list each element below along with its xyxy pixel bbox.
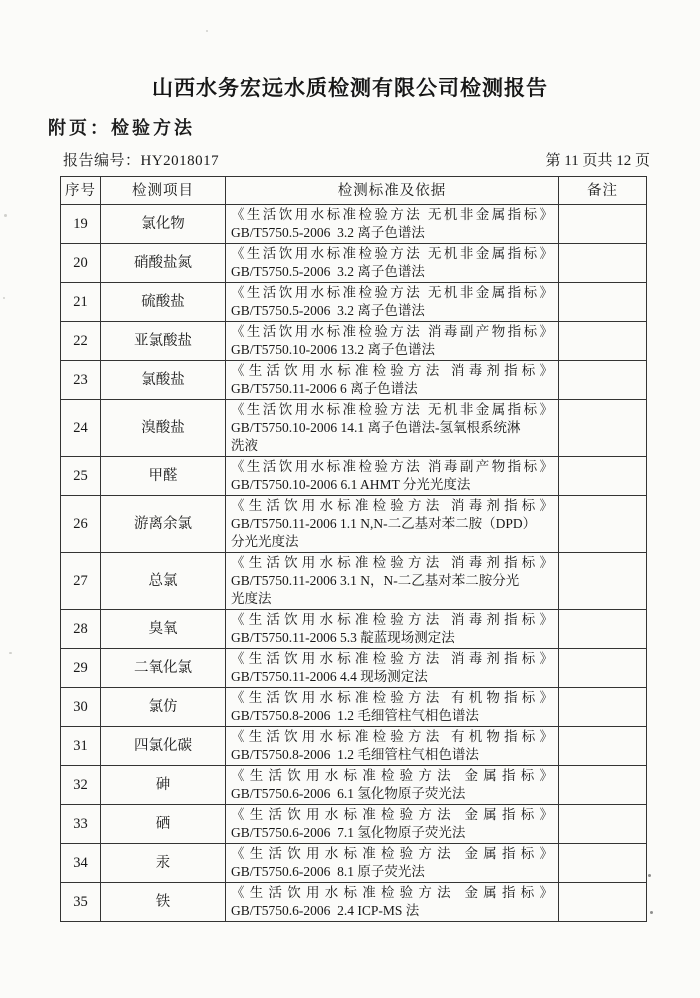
standard-line: GB/T5750.8-2006 1.2 毛细管柱气相色谱法 [231,708,479,723]
report-number-value: HY2018017 [140,153,220,169]
row-remark [559,766,647,805]
row-standard [226,283,559,322]
row-standard [226,244,559,283]
standard-line: 《生活饮用水标准检验方法 有机物指标》 [231,729,553,744]
row-standard [226,205,559,244]
standard-line: 光度法 [231,591,272,606]
row-standard [226,805,559,844]
standard-line: 《生活饮用水标准检验方法 消毒剂指标》 [231,555,553,570]
table-row [61,688,647,727]
standard-line: GB/T5750.11-2006 3.1 N，N-二乙基对苯二胺分光 [231,573,520,588]
header-remark: 备注 [559,177,647,205]
row-standard [226,553,559,610]
standard-line: GB/T5750.11-2006 5.3 靛蓝现场测定法 [231,630,455,645]
methods-table [60,176,647,922]
table-row [61,727,647,766]
table-row [61,283,647,322]
row-remark [559,244,647,283]
standard-line: 分光光度法 [231,534,299,549]
row-standard [226,727,559,766]
row-remark [559,844,647,883]
table-row [61,553,647,610]
row-remark [559,649,647,688]
row-item: 二氧化氯 [101,649,226,688]
scan-speck [650,911,653,914]
row-seq: 24 [61,400,101,457]
table-row [61,610,647,649]
standard-line: GB/T5750.10-2006 13.2 离子色谱法 [231,342,435,357]
row-standard [226,883,559,922]
standard-line: 《生活饮用水标准检验方法 金属指标》 [231,885,553,900]
row-seq: 34 [61,844,101,883]
standard-line: GB/T5750.5-2006 3.2 离子色谱法 [231,264,425,279]
standard-line: 《生活饮用水标准检验方法 金属指标》 [231,807,553,822]
row-remark [559,400,647,457]
standard-line: 《生活饮用水标准检验方法 消毒剂指标》 [231,498,553,513]
standard-line: GB/T5750.6-2006 7.1 氢化物原子荧光法 [231,825,466,840]
row-seq: 29 [61,649,101,688]
scan-speck [648,874,651,877]
row-standard [226,766,559,805]
standard-line: GB/T5750.6-2006 8.1 原子荧光法 [231,864,425,879]
row-standard [226,688,559,727]
table-row [61,361,647,400]
table-row [61,400,647,457]
table-header-row [61,177,647,205]
row-item: 硝酸盐氮 [101,244,226,283]
header-seq: 序号 [61,177,101,205]
standard-line: 《生活饮用水标准检验方法 有机物指标》 [231,690,553,705]
row-seq: 23 [61,361,101,400]
report-number [63,149,219,170]
row-standard [226,322,559,361]
standard-line: 洗液 [231,438,258,453]
row-seq: 27 [61,553,101,610]
row-remark [559,553,647,610]
standard-line: 《生活饮用水标准检验方法 无机非金属指标》 [231,207,553,222]
standard-line: GB/T5750.10-2006 6.1 AHMT 分光光度法 [231,477,471,492]
standard-line: 《生活饮用水标准检验方法 金属指标》 [231,768,553,783]
table-row [61,496,647,553]
row-item: 氯化物 [101,205,226,244]
standard-line: GB/T5750.8-2006 1.2 毛细管柱气相色谱法 [231,747,479,762]
row-standard [226,400,559,457]
standard-line: GB/T5750.5-2006 3.2 离子色谱法 [231,303,425,318]
row-seq: 21 [61,283,101,322]
standard-line: 《生活饮用水标准检验方法 消毒剂指标》 [231,363,553,378]
row-standard [226,610,559,649]
row-seq: 33 [61,805,101,844]
standard-line: GB/T5750.11-2006 6 离子色谱法 [231,381,418,396]
row-item: 氯酸盐 [101,361,226,400]
table-row [61,322,647,361]
meta-row [63,149,650,170]
table-body [61,205,647,922]
standard-line: 《生活饮用水标准检验方法 无机非金属指标》 [231,285,553,300]
row-item: 氯仿 [101,688,226,727]
row-seq: 30 [61,688,101,727]
table-row [61,844,647,883]
row-remark [559,805,647,844]
standard-line: GB/T5750.6-2006 6.1 氢化物原子荧光法 [231,786,466,801]
table-row [61,244,647,283]
standard-line: GB/T5750.11-2006 1.1 N,N-二乙基对苯二胺（DPD） [231,516,537,531]
scan-speck [4,214,7,217]
row-remark [559,457,647,496]
row-item: 硒 [101,805,226,844]
page-title: 山西水务宏远水质检测有限公司检测报告 [152,77,548,100]
row-item: 总氯 [101,553,226,610]
row-seq: 19 [61,205,101,244]
report-number-label: 报告编号： [63,153,141,169]
row-standard [226,496,559,553]
row-remark [559,496,647,553]
row-remark [559,727,647,766]
row-seq: 35 [61,883,101,922]
row-remark [559,205,647,244]
row-item: 硫酸盐 [101,283,226,322]
standard-line: GB/T5750.10-2006 14.1 离子色谱法-氢氧根系统淋 [231,420,521,435]
row-remark [559,283,647,322]
row-standard [226,844,559,883]
row-item: 臭氧 [101,610,226,649]
row-item: 砷 [101,766,226,805]
standard-line: 《生活饮用水标准检验方法 无机非金属指标》 [231,402,553,417]
row-item: 游离余氯 [101,496,226,553]
row-item: 溴酸盐 [101,400,226,457]
header-standard: 检测标准及依据 [226,177,559,205]
standard-line: GB/T5750.5-2006 3.2 离子色谱法 [231,225,425,240]
standard-line: 《生活饮用水标准检验方法 消毒剂指标》 [231,612,553,627]
scan-speck [3,297,5,299]
standard-line: 《生活饮用水标准检验方法 无机非金属指标》 [231,246,553,261]
row-item: 汞 [101,844,226,883]
scan-speck [9,652,12,654]
standard-line: GB/T5750.11-2006 4.4 现场测定法 [231,669,428,684]
row-remark [559,322,647,361]
row-standard [226,649,559,688]
row-standard [226,361,559,400]
standard-line: 《生活饮用水标准检验方法 消毒剂指标》 [231,651,553,666]
row-seq: 26 [61,496,101,553]
row-seq: 22 [61,322,101,361]
row-remark [559,361,647,400]
table-row [61,649,647,688]
appendix-subtitle: 附页：检验方法 [48,118,195,138]
scan-speck [206,30,208,32]
page-indicator: 第 11 页共 12 页 [545,153,650,169]
table-row [61,205,647,244]
row-remark [559,883,647,922]
header-item: 检测项目 [101,177,226,205]
table-row [61,766,647,805]
row-remark [559,688,647,727]
row-item: 铁 [101,883,226,922]
row-standard [226,457,559,496]
row-seq: 20 [61,244,101,283]
standard-line: 《生活饮用水标准检验方法 消毒副产物指标》 [231,324,553,339]
standard-line: 《生活饮用水标准检验方法 消毒副产物指标》 [231,459,553,474]
row-seq: 31 [61,727,101,766]
row-seq: 25 [61,457,101,496]
row-remark [559,610,647,649]
row-item: 四氯化碳 [101,727,226,766]
standard-line: GB/T5750.6-2006 2.4 ICP-MS 法 [231,903,420,918]
row-item: 甲醛 [101,457,226,496]
row-item: 亚氯酸盐 [101,322,226,361]
row-seq: 28 [61,610,101,649]
table-row [61,457,647,496]
table-row [61,805,647,844]
table-row [61,883,647,922]
standard-line: 《生活饮用水标准检验方法 金属指标》 [231,846,553,861]
row-seq: 32 [61,766,101,805]
